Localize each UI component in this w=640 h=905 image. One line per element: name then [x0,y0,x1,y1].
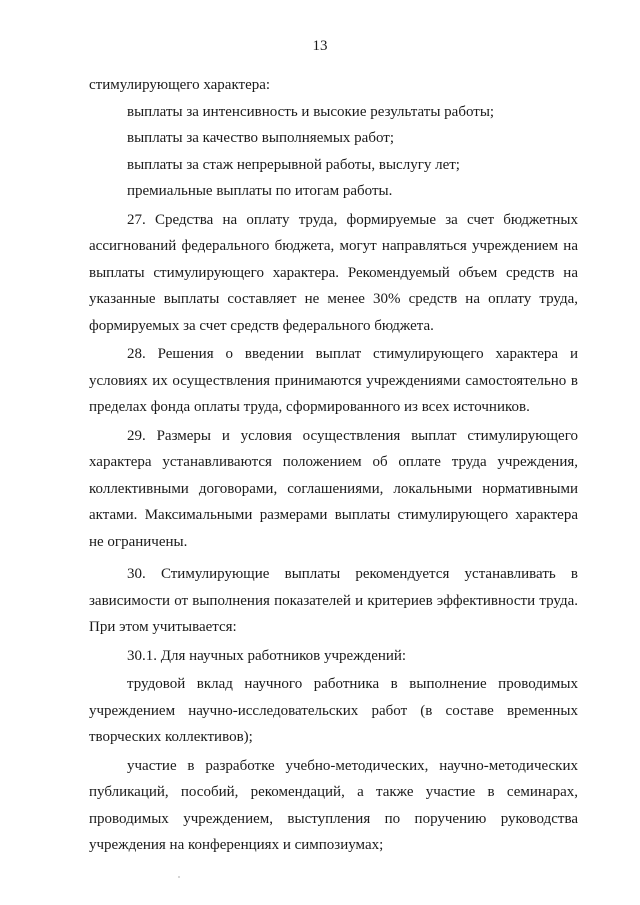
paragraph-27: 27. Средства на оплату труда, формируемые за счет бюджетных ассигнований федерального бюджета, могут направляться учреждением на выплаты стимулирующего характера. Рекомендуемый объем средств на указанные выплаты составляет не менее 30% средств на оплату труда, формируемых за счет средств федерального бюджета. [89,211,578,334]
paragraph-methodical-participation: участие в разработке учебно-методических, научно-методических публикаций, пособий, рекомендаций, а также участие в семинарах, проводимых учреждением, выступления по поручению руководства учреждения на конференциях и симпозиумах; [89,757,578,853]
paragraph-29: 29. Размеры и условия осуществления выплат стимулирующего характера устанавливаются положением об оплате труда учреждения, коллективными договорами, соглашениями, локальными нормативными актами. Максимальными размерами выплаты стимулирующего характера не ограничены. [89,427,578,550]
paragraph-continuation: стимулирующего характера: [89,77,271,93]
paragraph-30-1: 30.1. Для научных работников учреждений: [127,647,407,664]
page-number: 13 [312,38,328,54]
list-item-seniority-payments: выплаты за стаж непрерывной работы, выслугу лет; [127,156,460,173]
document-body [89,72,578,859]
list-item-intensity-payments: выплаты за интенсивность и высокие результаты работы; [127,103,495,120]
paragraph-30: 30. Стимулирующие выплаты рекомендуется устанавливать в зависимости от выполнения показателей и критериев эффективности труда. При этом учитывается: [89,566,578,635]
paragraph-labor-contribution: трудовой вклад научного работника в выполнение проводимых учреждением научно-исследовательских работ (в составе временных творческих коллективов); [89,676,578,745]
list-item-quality-payments: выплаты за качество выполняемых работ; [127,130,394,146]
list-item-bonus-payments: премиальные выплаты по итогам работы. [127,183,393,199]
paragraph-28: 28. Решения о введении выплат стимулирующего характера и условиях их осуществления принимаются учреждениями самостоятельно в пределах фонда оплаты труда, сформированного из всех источников. [89,346,578,415]
scan-artifact [178,876,180,878]
